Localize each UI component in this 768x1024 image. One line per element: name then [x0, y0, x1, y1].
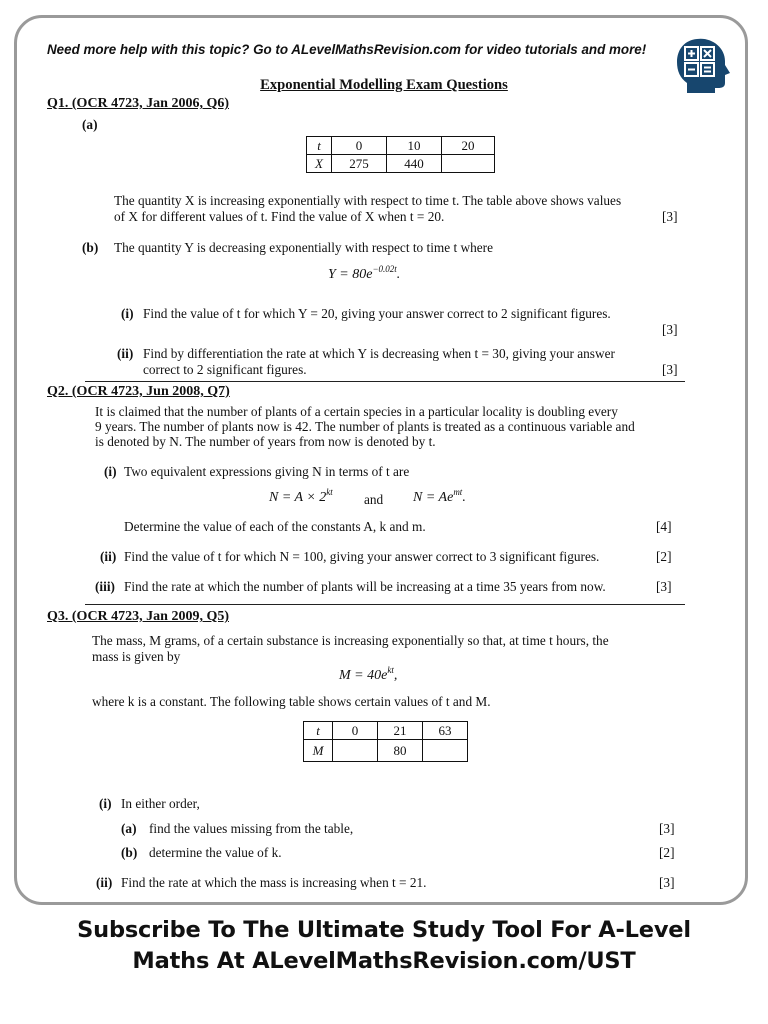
equation-lhs: N = Ae	[413, 490, 454, 505]
q3-intro-line1: The mass, M grams, of a certain substance is increasing exponentially so that, at time t hours, the	[92, 633, 609, 648]
q1-table	[306, 136, 495, 173]
table-cell: 440	[387, 155, 442, 173]
q1-bi-text: Find the value of t for which Y = 20, giving your answer correct to 2 significant figures.	[143, 306, 611, 321]
equation-end: ,	[393, 668, 398, 683]
q2-iii-label: (iii)	[95, 579, 115, 594]
subscribe-footer[interactable]	[0, 915, 768, 977]
equation-exponent: −0.02t	[372, 264, 397, 274]
q1-a-text-line1: The quantity X is increasing exponentially with respect to time t. The table above shows values	[114, 193, 622, 208]
table-cell: 63	[423, 722, 468, 740]
q3-equation	[339, 665, 398, 684]
q3-ib-label: (b)	[121, 845, 138, 860]
table-cell: M	[304, 740, 333, 762]
footer-line-1[interactable]: Subscribe To The Ultimate Study Tool For A-Level	[77, 917, 691, 943]
q2-iii-text: Find the rate at which the number of plants will be increasing at a time 35 years from now.	[124, 579, 606, 594]
q3-ib-mark: [2]	[659, 845, 675, 860]
q2-ii-text: Find the value of t for which N = 100, giving your answer correct to 3 significant figures.	[124, 549, 600, 564]
equation-lhs: M = 40e	[339, 668, 388, 683]
q2-i-text-2: Determine the value of each of the constants A, k and m.	[124, 519, 426, 534]
equation-lhs: Y = 80e	[328, 267, 373, 282]
table-cell: 20	[442, 137, 495, 155]
table-cell: t	[307, 137, 332, 155]
q1-part-a-label: (a)	[82, 117, 98, 132]
q3-ia-label: (a)	[121, 821, 137, 836]
q3-heading: Q3. (OCR 4723, Jan 2009, Q5)	[47, 609, 229, 624]
q1-bii-text-line2: correct to 2 significant figures.	[143, 362, 307, 377]
q1-part-b-label: (b)	[82, 240, 99, 255]
q3-intro-line3: where k is a constant. The following table shows certain values of t and M.	[92, 694, 491, 709]
q3-table	[303, 721, 468, 762]
table-cell	[333, 740, 378, 762]
help-banner-text[interactable]: Need more help with this topic? Go to ALevelMathsRevision.com for video tutorials and more!	[47, 42, 647, 57]
q1-bii-label: (ii)	[117, 346, 134, 361]
q3-ii-label: (ii)	[96, 875, 113, 890]
q3-ia-text: find the values missing from the table,	[149, 821, 354, 836]
q2-equation-2	[413, 487, 466, 506]
equation-lhs: N = A × 2	[269, 490, 327, 505]
table-cell	[442, 155, 495, 173]
q2-i-label: (i)	[104, 464, 117, 479]
q3-intro-line2: mass is given by	[92, 649, 181, 664]
q3-ii-mark: [3]	[659, 875, 675, 890]
q2-intro-line1: It is claimed that the number of plants of a certain species in a particular locality is doubling every	[95, 404, 618, 419]
q2-intro-line3: is denoted by N. The number of years from now is denoted by t.	[95, 434, 436, 449]
table-cell	[423, 740, 468, 762]
q1-a-mark: [3]	[662, 209, 678, 224]
document-title: Exponential Modelling Exam Questions	[260, 77, 508, 93]
section-divider	[85, 381, 685, 382]
table-cell: X	[307, 155, 332, 173]
table-cell: 10	[387, 137, 442, 155]
q3-ii-text: Find the rate at which the mass is increasing when t = 21.	[121, 875, 427, 890]
q2-equation-1	[269, 487, 333, 506]
q3-i-label: (i)	[99, 796, 112, 811]
q1-heading: Q1. (OCR 4723, Jan 2006, Q6)	[47, 96, 229, 111]
q3-ia-mark: [3]	[659, 821, 675, 836]
table-cell: 275	[332, 155, 387, 173]
footer-line-2[interactable]: Maths At ALevelMathsRevision.com/UST	[132, 948, 636, 974]
q1-b-equation	[328, 264, 401, 283]
table-cell: 80	[378, 740, 423, 762]
equation-end: .	[462, 490, 466, 505]
q2-iii-mark: [3]	[656, 579, 672, 594]
q1-a-text-line2: of X for different values of t. Find the value of X when t = 20.	[114, 209, 445, 224]
q2-i-text: Two equivalent expressions giving N in terms of t are	[124, 464, 410, 479]
q2-i-mark: [4]	[656, 519, 672, 534]
q3-ib-text: determine the value of k.	[149, 845, 282, 860]
q2-ii-label: (ii)	[100, 549, 117, 564]
q1-bii-text-line1: Find by differentiation the rate at which Y is decreasing when t = 30, giving your answer	[143, 346, 615, 361]
table-cell: 0	[333, 722, 378, 740]
q2-intro-line2: 9 years. The number of plants now is 42. The number of plants is treated as a continuous variable and	[95, 419, 635, 434]
equation-end: .	[396, 267, 401, 282]
q1-bi-mark: [3]	[662, 322, 678, 337]
table-cell: 21	[378, 722, 423, 740]
q1-b-text: The quantity Y is decreasing exponentially with respect to time t where	[114, 240, 493, 255]
q1-bii-mark: [3]	[662, 362, 678, 377]
q2-ii-mark: [2]	[656, 549, 672, 564]
q2-equation-and: and	[364, 492, 384, 507]
equation-exponent: kt	[326, 487, 333, 497]
q3-i-text: In either order,	[121, 796, 200, 811]
q2-heading: Q2. (OCR 4723, Jun 2008, Q7)	[47, 384, 230, 399]
equation-exponent: mt	[453, 487, 463, 497]
section-divider	[85, 604, 685, 605]
equation-exponent: kt	[387, 665, 394, 675]
q1-bi-label: (i)	[121, 306, 134, 321]
table-cell: 0	[332, 137, 387, 155]
table-cell: t	[304, 722, 333, 740]
